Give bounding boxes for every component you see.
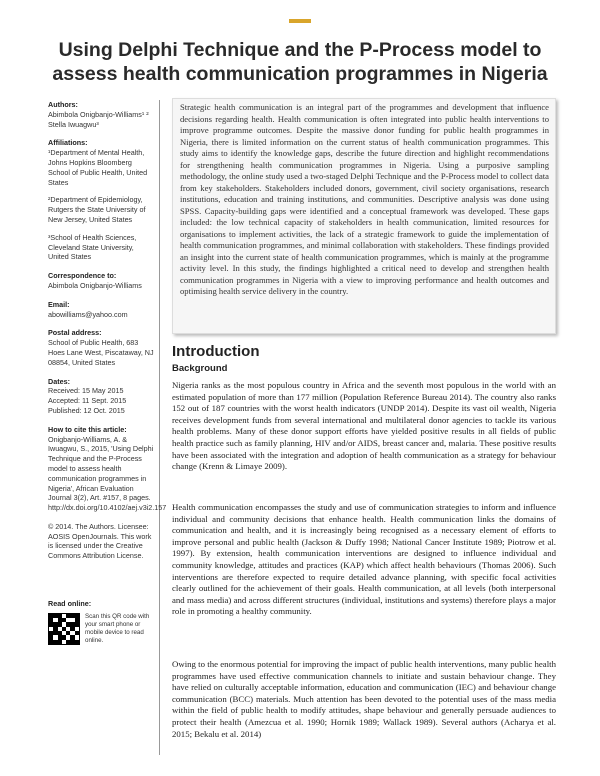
correspondence-label: Correspondence to:	[48, 271, 117, 281]
copyright-text: © 2014. The Authors. Licensee: AOSIS OpenJournals. This work is licensed under the Creative Commons Attribution License.	[48, 521, 152, 561]
paragraph-3: Owing to the enormous potential for improving the impact of public health interventions, many public health programmes have used effective communication channels to initiate and sustain behaviour change. They have relied on culturally acceptable information, education and communication (IEC) and behaviour change communication (BCC) materials. Much attention has been devoted to the potential uses of the mass media within the field of public health to modify attitudes, shape behaviour and generally persuade audiences to protect their health (Amezcua et al. 1990; Hornik 1989; Wallack 1989). Several authors (Acharya et al. 2015; Bekalu et al. 2014)	[172, 659, 556, 739]
affiliations-label: Affiliations:	[48, 138, 88, 148]
article-title	[20, 38, 580, 86]
dates-block	[48, 377, 155, 416]
qr-code-icon[interactable]	[48, 613, 80, 645]
read-online-block	[48, 599, 155, 645]
copyright-block	[48, 522, 155, 561]
email-label: Email:	[48, 299, 70, 309]
top-accent-bar	[289, 19, 311, 23]
read-online-label: Read online:	[48, 599, 92, 609]
correspondence-block	[48, 271, 155, 291]
citation-label: How to cite this article:	[48, 424, 127, 434]
affiliation-3: ³School of Health Sciences, Cleveland State University, United States	[48, 232, 137, 262]
postal-label: Postal address:	[48, 328, 102, 338]
article-sidebar	[48, 100, 167, 755]
date-published: Published: 12 Oct. 2015	[48, 405, 125, 415]
introduction-heading: Introduction	[172, 343, 260, 360]
authors-label: Authors:	[48, 100, 78, 109]
postal-block	[48, 328, 155, 367]
qr-instructions: Scan this QR code with your smart phone or mobile device to read online.	[85, 612, 150, 644]
email-block	[48, 300, 155, 320]
title-line-2: assess health communication programmes in Nigeria	[52, 63, 548, 85]
background-heading: Background	[172, 363, 228, 374]
affiliation-2: ²Department of Epidemiology, Rutgers the State University of New Jersey, United States	[48, 195, 146, 224]
date-accepted: Accepted: 11 Sept. 2015	[48, 396, 127, 406]
citation-block	[48, 424, 167, 513]
title-line-1: Using Delphi Technique and the P-Process model to	[58, 39, 542, 61]
affiliation-1: ¹Department of Mental Health, Johns Hopkins Bloomberg School of Public Health, United States	[48, 148, 148, 187]
authors-text: Abimbola Onigbanjo-Williams¹ ² Stella Iwuagwu³	[48, 109, 149, 129]
dates-label: Dates:	[48, 376, 70, 386]
authors-block	[48, 100, 155, 129]
qr-row	[48, 613, 155, 645]
citation-text: Onigbanjo-Williams, A. & Iwuagwu, S., 2015, 'Using Delphi Technique and the P-Process model to assess health communication programmes in Nigeria', African Evaluation Journal 3(2), Art. #157, 8 pages. http://dx.doi.org/10.4102/aej.v3i2.157	[48, 434, 167, 513]
correspondence-name: Abimbola Onigbanjo-Williams	[48, 280, 142, 290]
paragraph-2: Health communication encompasses the study and use of communication strategies to inform and influence individual and community decisions that enhance health. Health communication links the domains of communication and health, and it is increasingly being recognised as a necessary element of efforts to improve personal and public health (Jackson & Duffy 1998; National Cancer Institute 1989; Piotrow et al. 1997). By extension, health communication interventions are designed to influence individual and community knowledge, attitudes and practices (KAP) which affect health behaviours (Thomas 2006). Such interventions are therefore expected to require detailed advance planning, with specific focal activities clearly outlined for the achievement of their goals. Health communication, at all levels (both interpersonal and mass media) and across different structures (individual, institutions and systems) therefore plays a major role in promoting a healthy community.	[172, 502, 556, 617]
postal-address: School of Public Health, 683 Hoes Lane West, Piscataway, NJ 08854, United States	[48, 338, 154, 367]
email-address[interactable]: abowilliams@yahoo.com	[48, 309, 128, 319]
paragraph-1: Nigeria ranks as the most populous country in Africa and the seventh most populous in the world with an estimated population of more than 177 million (Population Reference Bureau 2014). The country also ranks 152 out of 187 countries with the worst health indicators (UNDP 2014). Despite its vast oil wealth, Nigeria receives development funds from several international and multilateral donor agencies to tackle its various health problems. Many of these donor support efforts have yielded positive results in all fields of public health practice such as family planning, HIV and/or AIDS, breast cancer and, malaria. These positive results have been associated with the integration and adoption of health communication as a strategy for behaviour change (Krenn & Limaye 2009).	[172, 380, 556, 472]
date-received: Received: 15 May 2015	[48, 386, 124, 396]
affiliations-block	[48, 138, 155, 262]
abstract-box: Strategic health communication is an integral part of the programmes and development that influence decisions regarding health. Health communication is often integrated into public health interventions to improve programme outcomes. Despite the massive donor funding for public health programmes in Nigeria, there is limited information on the current status of health communication programmes. This study aims to identify the knowledge gaps, describe the future direction and highlight recommendations for strengthening health communication programmes in Nigeria. Using a purposive sampling methodology, the online study used a two-staged Delphi Technique and the P-Process model to collect data from key stakeholders. Stakeholders included donors, government, civil society organisations, research institutions, education and training institutions, and communities. Descriptive analysis was done using SPSS. Capacity-building gaps were identified and a conceptual framework was developed. These gaps included: the low technical capacity of stakeholders in health communication, limited resources for organisations to implement activities, the lack of a strategic framework to guide the implementation of health communication programmes, and minimal collaboration with stakeholders. These findings provided an insight into the current state of health communication programmes, which is mainly at the programme activity level. In this study, the findings highlighted a critical need to develop and strengthen health communication programmes in Nigeria with a view to improving performance and health outcomes and optimising health service delivery in the country.	[172, 98, 556, 334]
